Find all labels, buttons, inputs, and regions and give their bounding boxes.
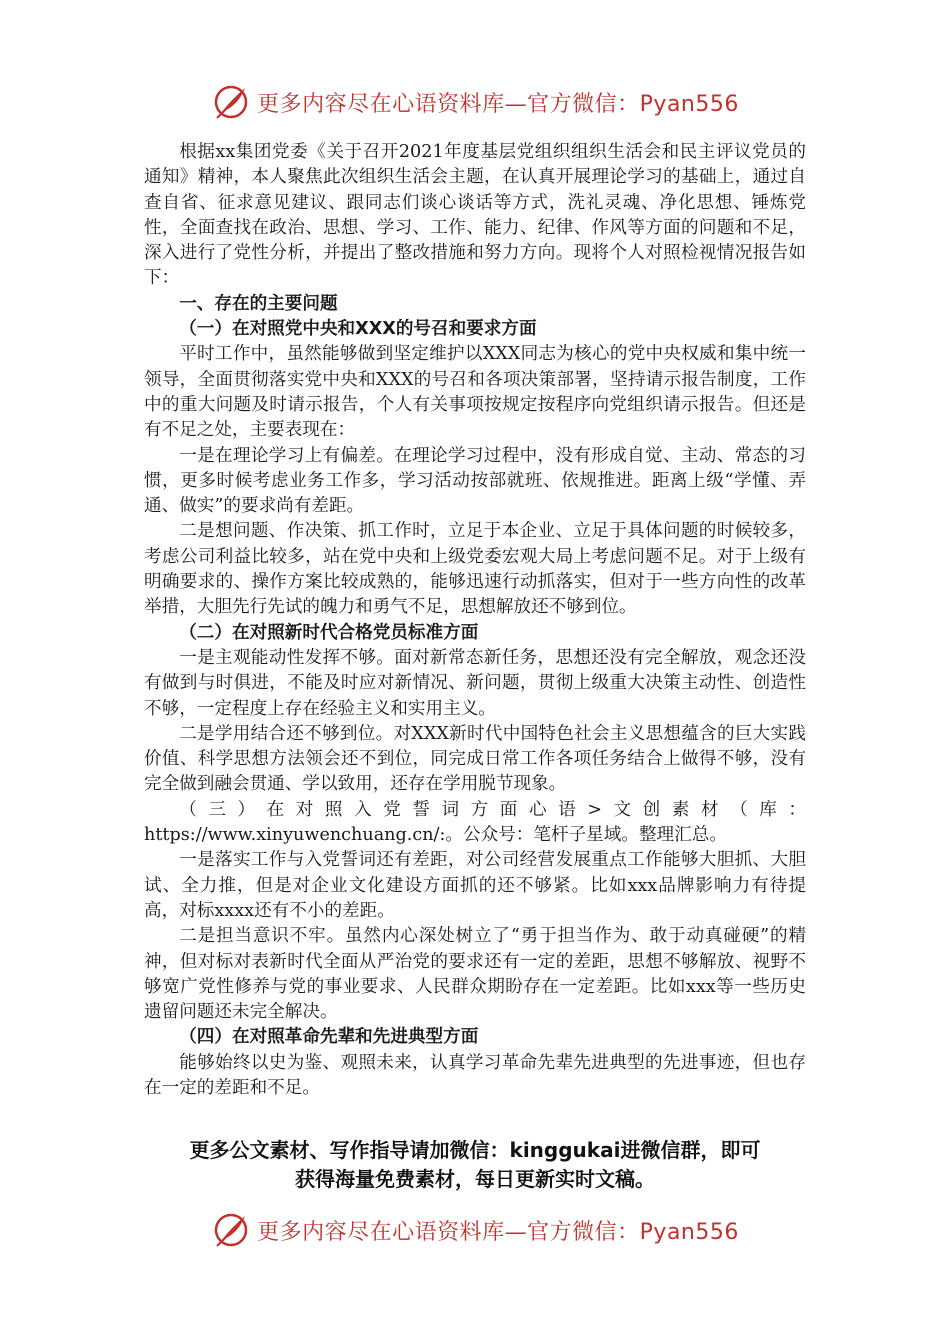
paragraph: 一是在理论学习上有偏差。在理论学习过程中，没有形成自觉、主动、常态的习惯，更多时候考虑业务工作多，学习活动按部就班、依规推进。距离上级“学懂、弄通、做实”的要求尚有差距。 (144, 445, 806, 517)
document-body (144, 140, 806, 1101)
paragraph: 二是想问题、作决策、抓工作时，立足于本企业、立足于具体问题的时候较多，考虑公司利益比较多，站在党中央和上级党委宏观大局上考虑问题不足。对于上级有明确要求的、操作方案比较成熟的，能够迅速行动抓落实，但对于一些方向性的改革举措，大胆先行先试的魄力和勇气不足，思想解放还不够到位。 (144, 521, 806, 618)
promo-line-1: 更多公文素材、写作指导请加微信：kinggukai进微信群，即可 (189, 1138, 761, 1162)
quill-logo-icon (211, 1210, 251, 1250)
subsection-heading-4: （四）在对照革命先辈和先进典型方面 (179, 1027, 479, 1048)
promo-line-2: 获得海量免费素材，每日更新实时文稿。 (295, 1167, 655, 1191)
banner-text: 更多内容尽在心语资料库—官方微信：Pyan556 (257, 91, 739, 117)
intro-paragraph: 根据xx集团党委《关于召开2021年度基层党组织组织生活会和民主评议党员的通知》精神，本人聚焦此次组织生活会主题，在认真开展理论学习的基础上，通过自查自省、征求意见建议、跟同志们谈心谈话等方式，洗礼灵魂、净化思想、锤炼党性，全面查找在政治、思想、学习、工作、能力、纪律、作风等方面的问题和不足，深入进行了党性分析，并提出了整改措施和努力方向。现将个人对照检视情况报告如下： (144, 142, 806, 289)
paragraph: 能够始终以史为鉴、观照未来，认真学习革命先辈先进典型的先进事迹，但也存在一定的差距和不足。 (144, 1052, 806, 1098)
watermark-text: 心语>文创素材（库：https://www.xinyuwenchuang.cn/:。公众号：笔杆子星域。整理汇总。 (144, 799, 806, 846)
paragraph: 二是担当意识不牢。虽然内心深处树立了“勇于担当作为、敢于动真碰硬”的精神，但对标对表新时代全面从严治党的要求还有一定的差距，思想不够解放、视野不够宽广党性修养与党的事业要求、人民群众期盼存在一定差距。比如xxx等一些历史遗留问题还未完全解决。 (144, 926, 806, 1023)
paragraph: 一是落实工作与入党誓词还有差距，对公司经营发展重点工作能够大胆抓、大胆试、全力推，但是对企业文化建设方面抓的还不够紧。比如xxx品牌影响力有待提高，对标xxxx还有不小的差距。 (144, 850, 806, 921)
paragraph: 一是主观能动性发挥不够。面对新常态新任务，思想还没有完全解放，观念还没有做到与时俱进，不能及时应对新情况、新问题，贯彻上级重大决策主动性、创造性不够，一定程度上存在经验主义和实用主义。 (144, 647, 806, 719)
footer-banner (0, 1210, 950, 1250)
paragraph: 平时工作中，虽然能够做到坚定维护以XXX同志为核心的党中央权威和集中统一领导，全面贯彻落实党中央和XXX的号召和各项决策部署，坚持请示报告制度，工作中的重大问题及时请示报告，个人有关事项按规定按程序向党组织请示报告。但还是有不足之处，主要表现在： (144, 344, 806, 441)
subsection-heading-2: （二）在对照新时代合格党员标准方面 (179, 622, 479, 643)
banner-text: 更多内容尽在心语资料库—官方微信：Pyan556 (257, 1219, 739, 1245)
paragraph: 二是学用结合还不够到位。对XXX新时代中国特色社会主义思想蕴含的巨大实践价值、科学思想方法领会还不到位，同完成日常工作各项任务结合上做得不够，没有完全做到融会贯通、学以致用，还存在学用脱节现象。 (144, 723, 806, 795)
quill-logo-icon (211, 82, 251, 122)
subsection-heading-3: （三）在对照入党誓词方面心语>文创素材（库：https://www.xinyuwenchuang.cn/:。公众号：笔杆子星域。整理汇总。 (144, 799, 806, 846)
header-banner (0, 82, 950, 122)
promo-footer (100, 1136, 850, 1194)
subsection-heading-1: （一）在对照党中央和XXX的号召和要求方面 (179, 319, 537, 340)
section-heading: 一、存在的主要问题 (179, 293, 338, 314)
